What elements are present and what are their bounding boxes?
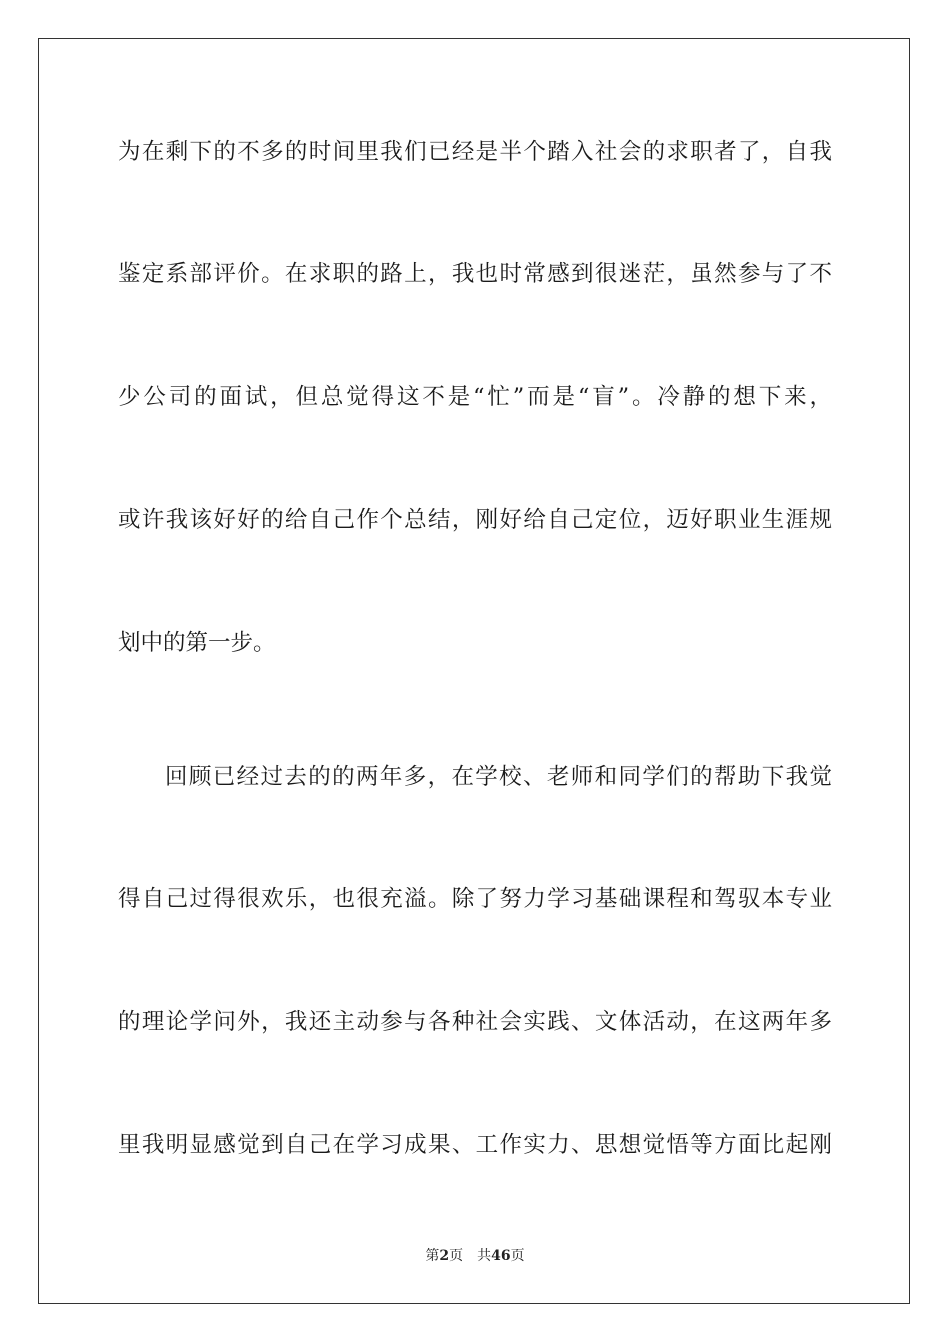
text-line-2: 鉴定系部评价。在求职的路上，我也时常感到很迷茫，虽然参与了不 — [118, 261, 832, 287]
total-suffix: 页 — [510, 1248, 525, 1264]
total-prefix: 共 — [477, 1248, 492, 1264]
text-line-3: 少公司的面试，但总觉得这不是“忙”而是“盲”。冷静的想下来， — [118, 384, 832, 410]
text-line-1: 为在剩下的不多的时间里我们已经是半个踏入社会的求职者了，自我 — [118, 139, 832, 165]
text-line-9: 里我明显感觉到自己在学习成果、工作实力、思想觉悟等方面比起刚 — [118, 1132, 832, 1158]
text-line-7: 得自己过得很欢乐，也很充溢。除了努力学习基础课程和驾驭本专业 — [118, 886, 832, 912]
text-line-5: 划中的第一步。 — [118, 630, 276, 656]
page-footer — [0, 1246, 950, 1266]
total-pages: 46 — [491, 1248, 511, 1264]
page-border — [38, 38, 910, 1304]
page-number: 2 — [439, 1248, 450, 1264]
page-suffix: 页 — [449, 1248, 464, 1264]
page-prefix: 第 — [425, 1248, 440, 1264]
text-line-4: 或许我该好好的给自己作个总结，刚好给自己定位，迈好职业生涯规 — [118, 507, 832, 533]
text-line-6: 回顾已经过去的的两年多，在学校、老师和同学们的帮助下我觉 — [165, 764, 832, 790]
text-line-8: 的理论学问外，我还主动参与各种社会实践、文体活动，在这两年多 — [118, 1009, 832, 1035]
